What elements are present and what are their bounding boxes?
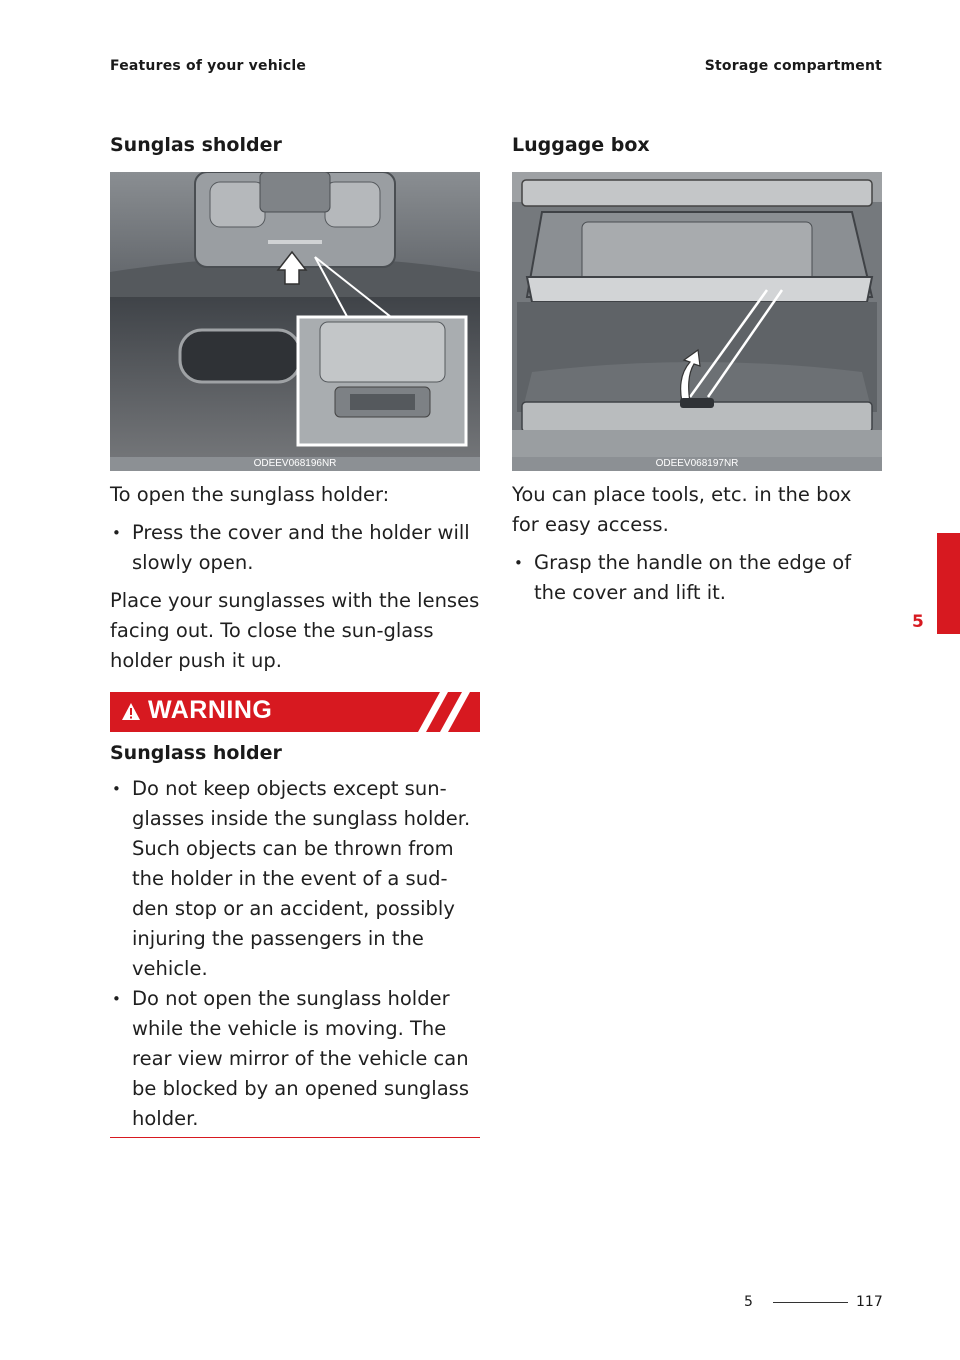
sunglass-holder-instructions bbox=[110, 480, 482, 684]
footer-chapter-number: 5 bbox=[744, 1294, 753, 1310]
chapter-tab-number: 5 bbox=[912, 612, 924, 632]
instruction-list bbox=[110, 518, 482, 578]
running-header-right: Storage compartment bbox=[704, 58, 882, 74]
warning-stripes bbox=[410, 692, 480, 732]
list-item: • Press the cover and the holder will slowly open. bbox=[110, 518, 482, 578]
section-heading-luggage-box: Luggage box bbox=[512, 134, 650, 156]
body-paragraph: Place your sunglasses with the lenses facing out. To close the sun-glass holder push it up. bbox=[110, 589, 480, 672]
figure-caption: ODEEV068196NR bbox=[110, 457, 480, 471]
chapter-tab bbox=[937, 533, 960, 634]
warning-end-rule bbox=[110, 1137, 480, 1138]
list-item: • Do not open the sunglass holder while the vehicle is moving. The rear view mirror of the vehicle can be blocked by an opened sunglass holder. bbox=[110, 984, 482, 1134]
figure-caption: ODEEV068197NR bbox=[512, 457, 882, 471]
luggage-box-illustration bbox=[512, 172, 882, 471]
sunglass-holder-illustration bbox=[110, 172, 480, 471]
warning-body bbox=[110, 774, 482, 1142]
body-paragraph: You can place tools, etc. in the box for easy access. bbox=[512, 483, 852, 536]
warning-triangle-icon bbox=[121, 702, 141, 721]
warning-list bbox=[110, 774, 482, 1134]
list-item: • Do not keep objects except sun-glasses inside the sunglass holder. Such objects can be thrown from the holder in the event of a sud-den stop or an accident, possibly injuring the passengers in the vehicle. bbox=[110, 774, 482, 984]
intro-text: To open the sunglass holder: bbox=[110, 483, 390, 506]
sunglass-holder-figure bbox=[110, 172, 480, 471]
luggage-box-text bbox=[512, 480, 884, 616]
warning-subtitle: Sunglass holder bbox=[110, 742, 282, 764]
instruction-list bbox=[512, 548, 884, 608]
page-number: 117 bbox=[856, 1294, 883, 1310]
section-heading-sunglass-holder: Sunglas sholder bbox=[110, 134, 282, 156]
footer-rule bbox=[773, 1302, 848, 1303]
list-item: • Grasp the handle on the edge of the cover and lift it. bbox=[512, 548, 884, 608]
luggage-box-figure bbox=[512, 172, 882, 471]
warning-title: WARNING bbox=[148, 696, 273, 724]
warning-banner bbox=[110, 692, 480, 732]
running-header-left: Features of your vehicle bbox=[110, 58, 307, 74]
